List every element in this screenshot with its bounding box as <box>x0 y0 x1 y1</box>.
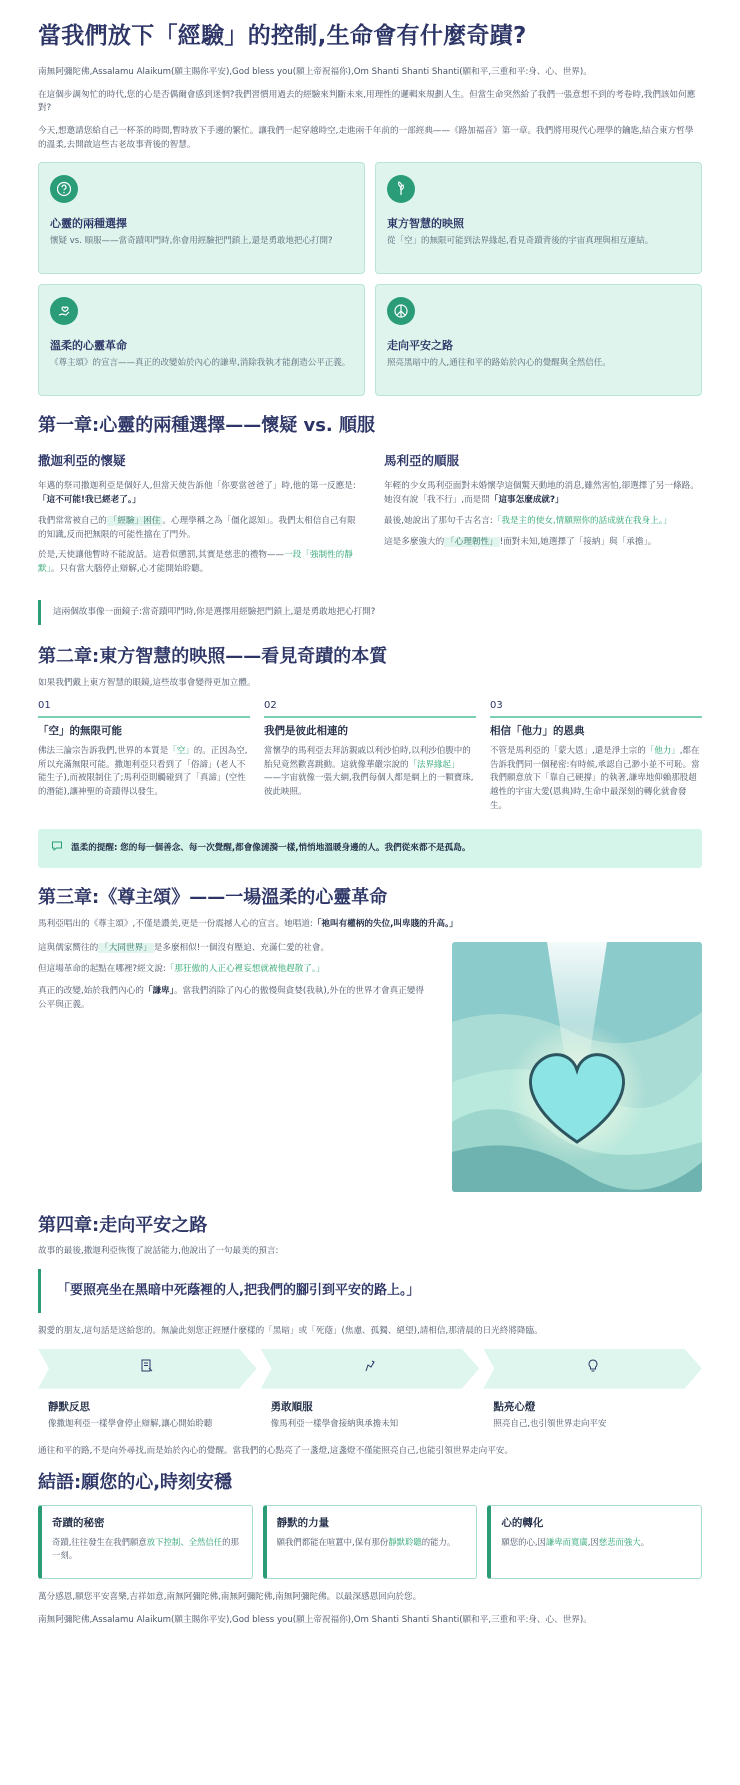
card-title: 走向平安之路 <box>387 338 453 352</box>
chapter-3-paragraph-3: 真正的改變,始於我們內心的「謙卑」。當我們消除了內心的傲慢與貪婪(我執),外在的世界才會真正變得公平與正義。 <box>38 986 425 1010</box>
chapter-3-intro: 馬利亞唱出的《尊主頌》,不僅是讚美,更是一份震撼人心的宣言。她唱道:「祂叫有權柄的失位,叫卑賤的升高。」 <box>38 918 458 929</box>
wisdom-number: 02 <box>264 698 476 718</box>
page-title: 當我們放下「經驗」的控制,生命會有什麼奇蹟? <box>38 23 527 49</box>
topic-cards <box>38 162 702 396</box>
chapter-4-title: 第四章:走向平安之路 <box>38 1214 208 1236</box>
card-text: 照亮黑暗中的人,通往和平的路始於內心的覺醒與全然信任。 <box>387 357 611 368</box>
step-arrow <box>261 1349 480 1389</box>
wisdom-item <box>38 698 250 813</box>
zechariah-paragraph-2: 我們常常被自己的 「經驗」困住 。心理學稱之為「僵化認知」。我們太相信自己有限的知識,反而把無限的可能性擋在了門外。 <box>38 515 356 540</box>
mary-heading: 馬利亞的順服 <box>384 453 460 469</box>
step-text: 像馬利亞一樣學會接納與承擔未知 <box>270 1418 399 1429</box>
conclusion-card-title: 靜默的力量 <box>276 1516 330 1529</box>
lamp-icon <box>585 1358 601 1380</box>
intro-paragraph-2: 今天,想邀請您給自己一杯茶的時間,暫時放下手邊的繁忙。讓我們一起穿越時空,走進兩千年前的一部經典——《路加福音》第一章。我們將用現代心理學的鑰匙,結合東方哲學的溫柔,去開啟這些古老故事背後的智慧。 <box>38 126 694 150</box>
leaf-icon <box>387 175 415 203</box>
card-title: 心靈的兩種選擇 <box>50 216 127 230</box>
card-title: 溫柔的心靈革命 <box>50 338 127 352</box>
wisdom-title: 相信「他力」的恩典 <box>490 724 585 737</box>
conclusion-card-text: 願您的心,因謙卑而寬廣,因慈悲而強大。 <box>501 1536 650 1547</box>
step-item <box>483 1399 702 1432</box>
card-text: 從「空」的無限可能到法界緣起,看見奇蹟背後的宇宙真理與相互連結。 <box>387 235 654 246</box>
path-steps-text <box>38 1399 702 1432</box>
prophecy-quote: 「要照亮坐在黑暗中死蔭裡的人,把我們的腳引到平安的路上。」 <box>38 1269 702 1313</box>
step-arrow <box>38 1349 257 1389</box>
brave-icon <box>362 1358 378 1380</box>
chapter-1-title: 第一章:心靈的兩種選擇——懷疑 vs. 順服 <box>38 414 376 436</box>
chapter-2-title: 第二章:東方智慧的映照——看見奇蹟的本質 <box>38 646 388 668</box>
peace-icon <box>387 297 415 325</box>
conclusion-card <box>263 1505 478 1579</box>
blessing-text: 萬分感恩,願您平安喜樂,吉祥如意,南無阿彌陀佛,南無阿彌陀佛,南無阿彌陀佛。以最深感恩回向於您。 <box>38 1591 422 1602</box>
topic-card <box>375 284 702 396</box>
zechariah-column <box>38 451 356 584</box>
glowing-heart-illustration <box>452 942 702 1192</box>
conclusion-card <box>487 1505 702 1579</box>
mary-paragraph-3: 這是多麼強大的 「心理韌性」 !面對未知,她選擇了「接納」與「承擔」。 <box>384 536 657 547</box>
step-text: 照亮自己,也引領世界走向平安 <box>493 1418 607 1429</box>
chapter-4-intro: 故事的最後,撒迦利亞恢復了說話能力,他說出了一句最美的預言: <box>38 1245 279 1256</box>
wisdom-title: 「空」的無限可能 <box>38 724 122 737</box>
step-title: 靜默反思 <box>48 1400 90 1413</box>
closing-greeting: 南無阿彌陀佛,Assalamu Alaikum(願主賜你平安),God bless you(願上帝祝福你),Om Shanti Shanti Shanti(願和平,三重和平:身、心、世界)。 <box>38 1615 592 1626</box>
greeting-text: 南無阿彌陀佛,Assalamu Alaikum(願主賜你平安),God bless you(願上帝祝福你),Om Shanti Shanti Shanti(願和平,三重和平:身、心、世界)。 <box>38 66 592 77</box>
mary-paragraph-2: 最後,她說出了那句千古名言:「我是主的使女,情願照你的話成就在我身上。」 <box>384 515 672 526</box>
step-title: 勇敢順服 <box>270 1400 313 1413</box>
reflect-icon <box>139 1358 155 1380</box>
topic-card <box>375 162 702 274</box>
zechariah-paragraph-1: 年邁的祭司撒迦利亞是個好人,但當天使告訴他「你要當爸爸了」時,他的第一反應是:「這不可能!我已經老了。」 <box>38 481 356 506</box>
step-item <box>261 1399 480 1432</box>
step-text: 像撒迦利亞一樣學會停止辯解,讓心開始聆聽 <box>48 1418 213 1429</box>
conclusion-card-title: 奇蹟的秘密 <box>52 1516 105 1529</box>
reminder-text: 溫柔的提醒: 您的每一個善念、每一次覺醒,都會像漣漪一樣,悄悄地溫暖身邊的人。我們從來都不是孤島。 <box>71 843 471 854</box>
conclusion-card-text: 奇蹟,往往發生在我們願意放下控制、全然信任的那一刻。 <box>52 1536 239 1561</box>
conclusion-card-title: 心的轉化 <box>501 1516 544 1529</box>
chapter-1-quote: 這兩個故事像一面鏡子:當奇蹟叩門時,你是選擇用經驗把門鎖上,還是勇敢地把心打開? <box>38 600 702 625</box>
chapter-3-text <box>38 942 426 1192</box>
chapter-4-outro: 通往和平的路,不是向外尋找,而是始於內心的覺醒。當我們的心點亮了一盞燈,這盞燈不僅能照亮自己,也能引領世界走向平安。 <box>38 1446 513 1457</box>
mary-column <box>384 451 702 584</box>
chapter-3-title: 第三章:《尊主頌》——一場溫柔的心靈革命 <box>38 887 388 909</box>
card-text: 《尊主頌》的宣言——真正的改變始於內心的謙卑,消除我執才能創造公平正義。 <box>50 357 351 368</box>
intro-section <box>38 66 702 153</box>
chapter-2-intro: 如果我們戴上東方智慧的眼鏡,這些故事會變得更加立體。 <box>38 677 256 688</box>
step-title: 點亮心燈 <box>493 1400 536 1413</box>
topic-card <box>38 162 365 274</box>
card-title: 東方智慧的映照 <box>387 216 464 230</box>
topic-card <box>38 284 365 396</box>
conclusion-title: 結語:願您的心,時刻安穩 <box>38 1472 233 1494</box>
path-steps <box>38 1349 702 1389</box>
zechariah-heading: 撒迦利亞的懷疑 <box>38 453 126 469</box>
gentle-reminder-box <box>38 829 702 868</box>
conclusion-card <box>38 1505 253 1579</box>
wisdom-columns <box>38 698 702 813</box>
wisdom-number: 01 <box>38 698 250 718</box>
mary-paragraph-1: 年輕的少女馬利亞面對未婚懷孕這個驚天動地的消息,雖然害怕,卻選擇了另一條路。她沒有說「我不行」,而是問「這事怎麼成就?」 <box>384 481 699 506</box>
wisdom-number: 03 <box>490 698 702 718</box>
chapter-3-body <box>38 942 702 1192</box>
wisdom-title: 我們是彼此相連的 <box>264 724 348 737</box>
conclusion-card-text: 願我們都能在喧囂中,保有那份靜默聆聽的能力。 <box>276 1536 456 1547</box>
wisdom-text: 不管是馬利亞的「蒙大恩」,還是淨土宗的「他力」,都在告訴我們同一個秘密:有時候,承認自己渺小並不可恥。當我們願意放下「靠自己硬撐」的執著,謙卑地仰賴那股超越性的宇宙大愛(恩典)時,生命中最深刻的轉化就會發生。 <box>490 746 700 811</box>
hand-heart-icon <box>50 297 78 325</box>
wisdom-item <box>490 698 702 813</box>
chat-bubble-icon <box>51 840 63 857</box>
chapter-3-paragraph-1: 這與儒家嚮往的 「大同世界」 是多麼相似!一個沒有壓迫、充滿仁愛的社會。 <box>38 942 330 953</box>
zechariah-paragraph-3: 於是,天使讓他暫時不能說話。這看似懲罰,其實是慈悲的禮物——一段「強制性的靜默」。只有當大腦停止辯解,心才能開始聆聽。 <box>38 550 353 575</box>
wisdom-text: 佛法三論宗告訴我們,世界的本質是「空」的。正因為空,所以充滿無限可能。撒迦利亞只看到了「俗諦」(老人不能生子),而被限制住了;馬利亞則觸碰到了「真諦」(空性的潛能),讓神聖的奇蹟得以發生。 <box>38 746 248 797</box>
chapter-1-columns <box>38 451 702 584</box>
chapter-3-paragraph-2: 但這場革命的起點在哪裡?經文說:「那狂傲的人正心裡妄想就被他趕散了。」 <box>38 964 325 975</box>
question-circle-icon <box>50 175 78 203</box>
chapter-4-paragraph: 親愛的朋友,這句話是送給您的。無論此刻您正經歷什麼樣的「黑暗」或「死蔭」(焦慮、孤獨、絕望),請相信,那清晨的日光終將降臨。 <box>38 1325 543 1336</box>
card-text: 懷疑 vs. 順服——當奇蹟叩門時,你會用經驗把門鎖上,還是勇敢地把心打開? <box>50 235 333 246</box>
wisdom-item <box>264 698 476 813</box>
intro-paragraph-1: 在這個步調匆忙的時代,您的心是否偶爾會感到迷惘?我們習慣用過去的經驗來判斷未來,用理性的邏輯來規劃人生。但當生命突然給了我們一張意想不到的考卷時,我們該如何應對? <box>38 89 696 114</box>
conclusion-cards <box>38 1505 702 1579</box>
wisdom-text: 當懷孕的馬利亞去拜訪親戚以利沙伯時,以利沙伯腹中的胎兒竟然歡喜跳動。這就像華嚴宗說的「法界緣起」——宇宙就像一張大網,我們每個人都是網上的一顆寶珠,彼此映照。 <box>264 746 474 797</box>
step-arrow <box>483 1349 702 1389</box>
step-item <box>38 1399 257 1432</box>
